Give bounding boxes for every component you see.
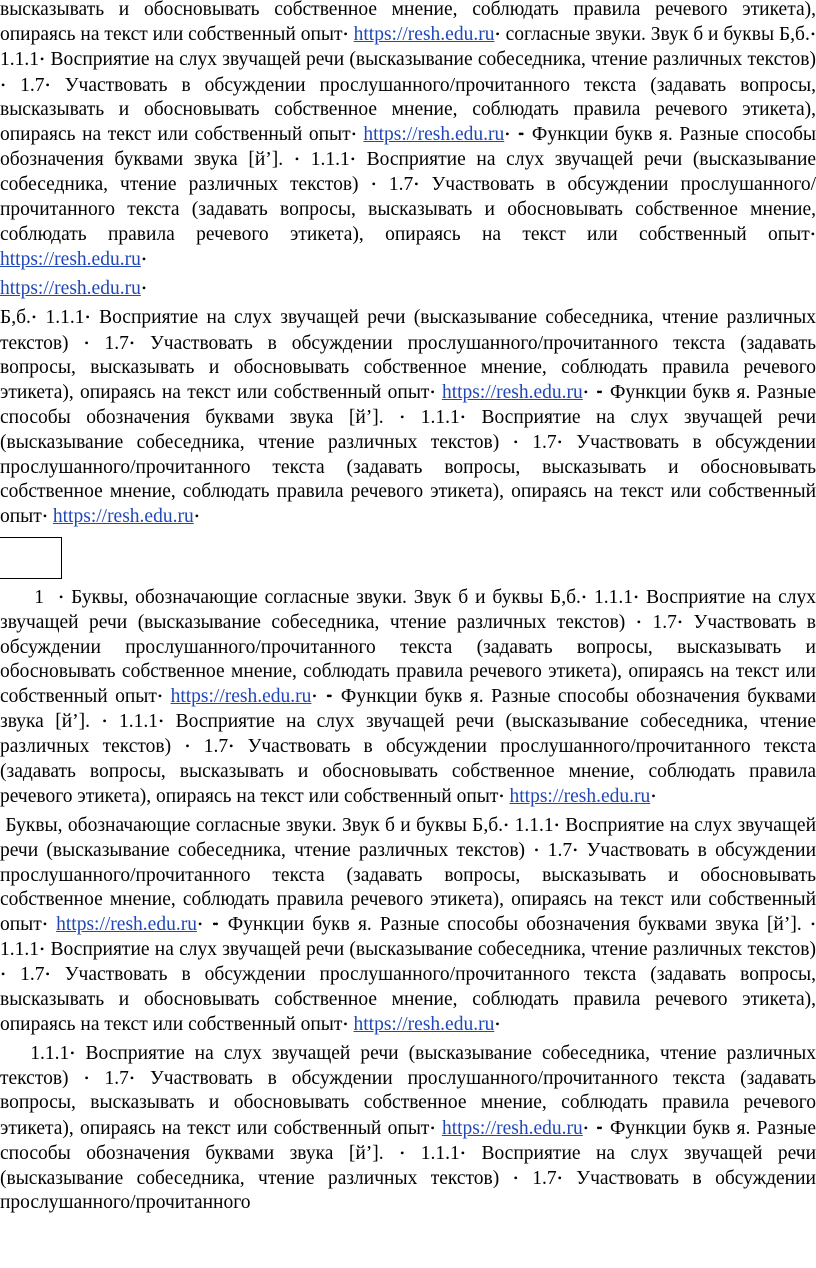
resh-link[interactable]: https://resh.edu.ru — [56, 913, 197, 935]
text: Функции букв я. Разные способы обозначения буквами звука [й’]. — [0, 686, 816, 733]
bullet-icon: • — [129, 1071, 135, 1086]
double-bullet-icon: •• — [212, 916, 217, 931]
bullet-icon: • — [59, 590, 64, 605]
text: Восприятие на слух звучащей речи (высказывание собеседника, чтение различных текстов) — [0, 1142, 816, 1189]
double-bullet-icon: •• — [326, 689, 331, 704]
text: Восприятие на слух звучащей речи (высказывание собеседника, чтение различных текстов) — [0, 587, 816, 634]
text: Буквы, обозначающие согласные звуки. Звук б и буквы Б,б. — [71, 587, 581, 609]
text: Функции букв я. Разные способы обозначения буквами звука [й’]. — [0, 382, 816, 429]
bullet-icon: • — [460, 410, 465, 425]
table-cell-box — [0, 537, 62, 579]
bullet-icon: • — [573, 843, 578, 858]
bullet-icon: • — [294, 152, 300, 167]
text: 1.7 — [652, 612, 677, 634]
paragraph-1 — [0, 0, 816, 272]
bullet-icon: • — [810, 27, 816, 42]
resh-link[interactable]: https://resh.edu.ru — [441, 1117, 583, 1139]
text: Участвовать в обсуждении прослушанного/прочитанного — [0, 1167, 816, 1214]
bullet-icon: • — [141, 252, 147, 267]
resh-link[interactable]: https://resh.edu.ru — [0, 278, 141, 300]
resh-link[interactable]: https://resh.edu.ru — [363, 124, 505, 146]
resh-link[interactable]: https://resh.edu.ru — [509, 785, 651, 807]
text: Восприятие на слух звучащей речи (высказывание собеседника, чтение различных текстов) — [0, 815, 816, 862]
text: Участвовать в обсуждении прослушанного/прочитанного текста (задавать вопросы, высказывать и обосновывать собственное мнение, соблюдать правила речевого этикета), опираясь на текст или собственный опыт — [0, 840, 816, 935]
bullet-icon: • — [343, 27, 348, 42]
bullet-icon: • — [634, 590, 639, 605]
text: 1.1.1 — [0, 939, 39, 961]
bullet-icon: • — [84, 335, 89, 350]
bullet-icon: • — [505, 127, 510, 142]
text: 1.7 — [388, 174, 414, 196]
bullet-icon: • — [581, 590, 587, 605]
bullet-icon: • — [430, 385, 435, 400]
bullet-icon: • — [84, 1071, 89, 1086]
paragraph-3 — [0, 305, 816, 529]
text: 1.7 — [104, 332, 129, 354]
bullet-icon: • — [102, 714, 107, 729]
bullet-icon: • — [350, 152, 355, 167]
bullet-icon: • — [42, 916, 48, 931]
text: Восприятие на слух звучащей речи (высказывание собеседника, чтение различных текстов) — [0, 407, 816, 454]
row-number: 1 — [34, 587, 44, 609]
text: 1.7 — [20, 74, 45, 96]
text: Функции букв я. Разные способы обозначения буквами звука [й’]. — [0, 1117, 816, 1164]
text: Буквы, обозначающие согласные звуки. Звук б и буквы Б,б. — [5, 815, 504, 837]
resh-link[interactable]: https://resh.edu.ru — [170, 686, 312, 708]
bullet-icon: • — [583, 1120, 588, 1135]
bullet-icon: • — [42, 509, 48, 524]
bullet-icon: • — [40, 52, 45, 67]
text: 1.7 — [203, 736, 229, 758]
resh-link[interactable]: https://resh.edu.ru — [52, 506, 194, 528]
text: Восприятие на слух звучащей речи (высказывание собеседника, чтение различных текстов) — [0, 149, 816, 196]
bullet-icon: • — [513, 435, 518, 450]
paragraph-5 — [0, 813, 816, 1037]
text: Восприятие на слух звучащей речи (высказывание собеседника, чтение различных текстов) — [0, 711, 816, 758]
bullet-icon: • — [197, 916, 203, 931]
text: Участвовать в обсуждении прослушанного/прочитанного текста (задавать вопросы, высказывать и обосновывать собственное мнение, соблюдать правила речевого этикета), опираясь на текст или собственный опыт — [0, 432, 816, 528]
bullet-icon: • — [499, 788, 504, 803]
bullet-icon: • — [534, 843, 539, 858]
text: 1.1.1 — [119, 711, 159, 733]
bullet-icon: • — [129, 335, 135, 350]
resh-link[interactable]: https://resh.edu.ru — [441, 382, 583, 404]
text: 1.7 — [104, 1068, 129, 1090]
text: 1.7 — [532, 1167, 557, 1189]
resh-link[interactable]: https://resh.edu.ru — [353, 1013, 495, 1035]
paragraph-4 — [0, 585, 816, 809]
bullet-icon: • — [40, 942, 45, 957]
double-bullet-icon: •• — [596, 1120, 601, 1135]
text: Участвовать в обсуждении прослушанного/прочитанного текста (задавать вопросы, высказывать и обосновывать собственное мнение, соблюдать правила речевого этикета), опираясь на текст или собственный опыт — [0, 964, 816, 1035]
bullet-icon: • — [157, 689, 163, 704]
bullet-icon: • — [583, 385, 588, 400]
bullet-icon: • — [557, 1170, 562, 1185]
bullet-icon: • — [414, 177, 419, 192]
bullet-icon: • — [651, 788, 656, 803]
text: Восприятие на слух звучащей речи (высказывание собеседника, чтение различных текстов) — [0, 1042, 816, 1090]
bullet-icon: • — [810, 916, 816, 931]
bullet-icon: • — [85, 310, 90, 325]
text: 1.1.1 — [310, 149, 350, 171]
bullet-icon: • — [513, 1170, 518, 1185]
resh-link[interactable]: https://resh.edu.ru — [353, 24, 495, 46]
bullet-icon: • — [557, 435, 562, 450]
text: 1.7 — [20, 964, 45, 986]
text: Участвовать в обсуждении прослушанного/прочитанного текста (задавать вопросы, высказывать и обосновывать собственное мнение, соблюдать правила речевого этикета), опираясь на текст или собственный опыт — [0, 736, 816, 807]
bullet-icon: • — [400, 1145, 405, 1160]
bullet-icon: • — [636, 615, 641, 630]
text: 1.7 — [532, 432, 557, 454]
bullet-icon: • — [159, 714, 164, 729]
bullet-icon: • — [460, 1145, 465, 1160]
bullet-icon: • — [430, 1120, 435, 1135]
text: 1.1.1 — [45, 307, 85, 329]
bullet-icon: • — [495, 1016, 500, 1031]
bullet-icon: • — [70, 1045, 75, 1060]
text: 1.7 — [547, 840, 573, 862]
double-bullet-icon: •• — [596, 385, 601, 400]
bullet-icon: • — [1, 967, 6, 982]
text: 1.1.1 — [594, 587, 634, 609]
text: Восприятие на слух звучащей речи (высказывание собеседника, чтение различных текстов) — [50, 939, 816, 961]
text: Участвовать в обсуждении прослушанного/прочитанного текста (задавать вопросы, высказывать и обосновывать собственное мнение, соблюдать правила речевого этикета), опираясь на текст или собственный опыт — [0, 74, 816, 146]
text: высказывать и обосновывать собственное мнение, соблюдать правила речевого этикета), опираясь на текст или собственный опыт — [0, 0, 816, 46]
text: 1.1.1 — [420, 1142, 460, 1164]
bullet-icon: • — [31, 310, 37, 325]
bullet-icon: • — [185, 739, 190, 754]
text: 1.1.1 — [514, 815, 554, 837]
text: Участвовать в обсуждении прослушанного/прочитанного текста (задавать вопросы, высказывать и обосновывать собственное мнение, соблюдать правила речевого этикета), опираясь на текст или собственный опыт — [0, 332, 816, 404]
bullet-icon: • — [351, 127, 356, 142]
bullet-icon: • — [677, 615, 683, 630]
bullet-icon: • — [495, 27, 500, 42]
bullet-icon: • — [45, 77, 50, 92]
bullet-icon: • — [1, 77, 6, 92]
text: Функции букв я. Разные способы обозначения буквами звука [й’]. — [227, 913, 802, 935]
text: 1.1.1 — [0, 49, 39, 71]
paragraph-2 — [0, 276, 816, 301]
double-bullet-icon: •• — [517, 127, 523, 142]
bullet-icon: • — [400, 410, 405, 425]
text: Участвовать в обсуждении прослушанного/прочитанного текста (задавать вопросы, высказывать и обосновывать собственное мнение, соблюдать правила речевого этикета), опираясь на текст или собственный опыт — [0, 1068, 816, 1139]
bullet-icon: • — [312, 689, 317, 704]
text: Восприятие на слух звучащей речи (высказывание собеседника, чтение различных текстов) — [0, 307, 816, 354]
text: согласные звуки. Звук б и буквы Б,б. — [505, 24, 810, 46]
bullet-icon: • — [343, 1016, 348, 1031]
bullet-icon: • — [371, 177, 376, 192]
bullet-icon: • — [810, 226, 815, 241]
paragraph-6 — [0, 1041, 816, 1215]
text: Б,б. — [0, 307, 31, 329]
bullet-icon: • — [45, 967, 50, 982]
bullet-icon: • — [554, 818, 559, 833]
bullet-icon: • — [504, 818, 509, 833]
resh-link[interactable]: https://resh.edu.ru — [0, 249, 141, 271]
text: Участвовать в обсуждении прослушанного/прочитанного текста (задавать вопросы, высказывать и обосновывать собственное мнение, соблюдать правила речевого этикета), опираясь на текст или собственный опыт — [0, 174, 816, 245]
text: Восприятие на слух звучащей речи (высказывание собеседника, чтение различных текстов) — [50, 49, 816, 71]
bullet-icon: • — [194, 509, 199, 524]
text: Функции букв я. Разные способы обозначения буквами звука [й’]. — [0, 124, 816, 171]
text: Участвовать в обсуждении прослушанного/прочитанного текста (задавать вопросы, высказывать и обосновывать собственное мнение, соблюдать правила речевого этикета), опираясь на текст или собственный опыт — [0, 612, 816, 708]
bullet-icon: • — [229, 739, 234, 754]
bullet-icon: • — [141, 281, 147, 296]
text: 1.1.1 — [420, 407, 460, 429]
text: 1.1.1 — [30, 1042, 70, 1064]
